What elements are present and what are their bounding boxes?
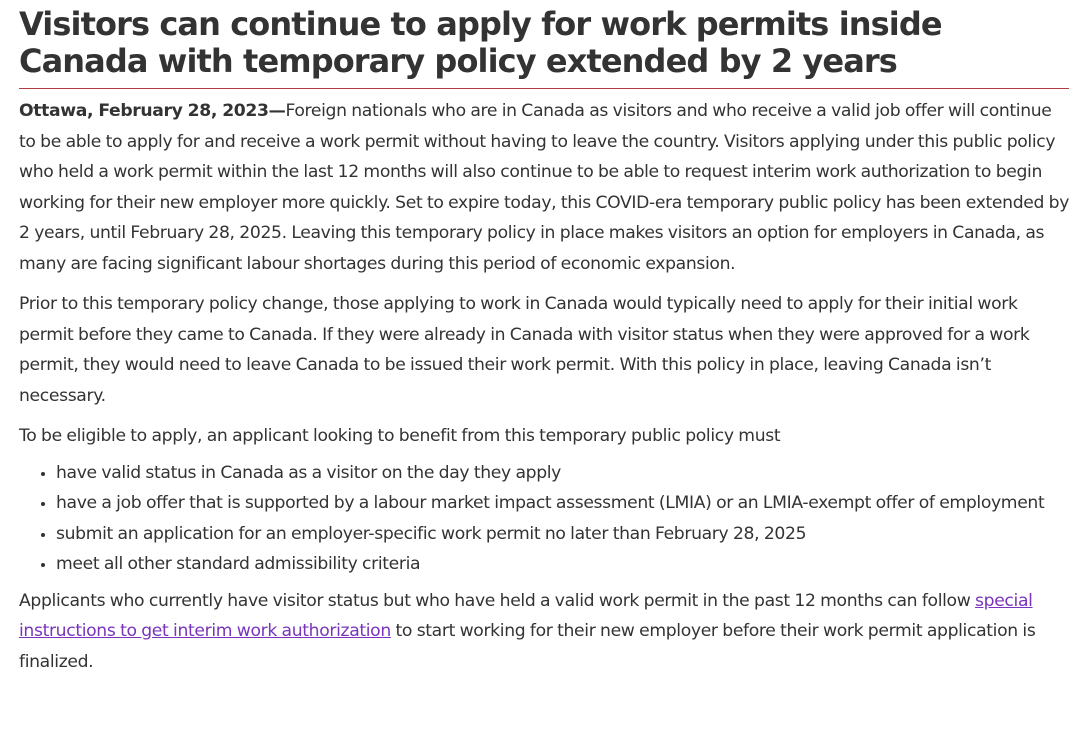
paragraph-background: Prior to this temporary policy change, those applying to work in Canada would typically need to apply for their initial work permit before they came to Canada. If they were already in Canada with visitor status when they were approved for a work permit, they would need to leave Canada to be issued their work permit. With this policy in place, leaving Canada isn’t necessary. [19, 294, 1030, 406]
news-article [19, 0, 1069, 687]
paragraph-interim-text-before: Applicants who currently have visitor status but who have held a valid work permit in the past 12 months can follow [19, 590, 976, 611]
dateline: Ottawa, February 28, 2023— [19, 101, 286, 121]
interim-work-authorization-link[interactable]: special instructions to get interim work authorization [19, 590, 1033, 641]
paragraph-intro [19, 96, 1071, 279]
paragraph-intro-text: Foreign nationals who are in Canada as visitors and who receive a valid job offer will continue to be able to apply for and receive a work permit without having to leave the country. Visitors applying under this public policy who held a work permit within the last 12 months will also continue to be able to request interim work authorization to begin working for their new employer more quickly. Set to expire today, this COVID-era temporary public policy has been extended by 2 years, until February 28, 2025. Leaving this temporary policy in place makes visitors an option for employers in Canada, as many are facing significant labour shortages during this period of economic expansion. [19, 101, 1070, 274]
list-item: • meet all other standard admissibility criteria [56, 549, 1071, 580]
page-title: Visitors can continue to apply for work permits inside Canada with temporary policy extended by 2 years [19, 6, 1069, 89]
paragraph-interim-authorization [19, 586, 1071, 678]
list-item: • submit an application for an employer-specific work permit no later than February 28, 2025 [56, 519, 1071, 550]
list-item: • have valid status in Canada as a visitor on the day they apply [56, 458, 1071, 489]
eligibility-list [19, 458, 1071, 580]
paragraph-interim-text-after: to start working for their new employer before their work permit application is finalized. [19, 621, 1036, 672]
list-item: • have a job offer that is supported by a labour market impact assessment (LMIA) or an LMIA-exempt offer of employment [56, 488, 1071, 519]
paragraph-eligibility-intro: To be eligible to apply, an applicant looking to benefit from this temporary public policy must [19, 426, 781, 446]
